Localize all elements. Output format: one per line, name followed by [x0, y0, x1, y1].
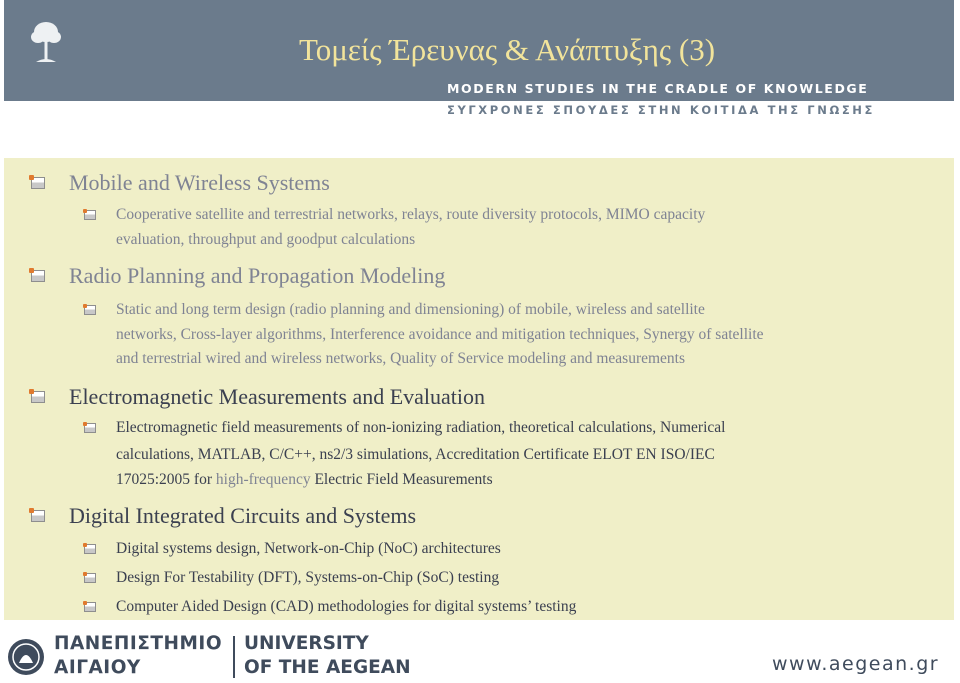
- bullet-icon: [84, 305, 96, 315]
- section-heading-radio-planning: Radio Planning and Propagation Modeling: [69, 263, 446, 288]
- university-name-greek-line2: ΑΙΓΑΙΟΥ: [54, 657, 141, 678]
- item-line: and terrestrial wired and wireless networks, Quality of Service modeling and measurements: [116, 350, 686, 367]
- highlighted-text: high-frequency: [215, 471, 311, 488]
- slide-title: Τομείς Έρευνας & Ανάπτυξης (3): [298, 32, 716, 67]
- bullet-icon: [31, 177, 45, 189]
- bullet-icon: [31, 270, 45, 282]
- section-heading-mobile-wireless: Mobile and Wireless Systems: [69, 170, 330, 195]
- item-line: evaluation, throughput and goodput calculations: [116, 231, 416, 248]
- bullet-icon: [31, 391, 45, 403]
- item-line: [116, 468, 493, 493]
- item-text: Electric Field Measurements: [310, 471, 493, 488]
- motto-greek: ΣΥΓΧΡΟΝΕΣ ΣΠΟΥΔΕΣ ΣΤΗΝ ΚΟΙΤΙΔΑ ΤΗΣ ΓΝΩΣΗΣ: [447, 103, 875, 117]
- bullet-icon: [84, 544, 96, 554]
- motto-english: MODERN STUDIES IN THE CRADLE OF KNOWLEDGE: [447, 81, 869, 96]
- item-line: Static and long term design (radio planning and dimensioning) of mobile, wireless and satellite: [116, 301, 705, 318]
- item-line: Electromagnetic field measurements of non-ionizing radiation, theoretical calculations, Numerical: [116, 419, 726, 436]
- university-name-english: [244, 632, 411, 680]
- item-line: Cooperative satellite and terrestrial networks, relays, route diversity protocols, MIMO capacity: [116, 206, 706, 223]
- university-name-english-line2: OF THE AEGEAN: [244, 657, 411, 678]
- bullet-icon: [84, 602, 96, 612]
- bullet-icon: [31, 510, 45, 522]
- section-heading-digital-circuits: Digital Integrated Circuits and Systems: [69, 503, 417, 528]
- university-name-greek: [54, 632, 222, 680]
- bullet-icon: [84, 573, 96, 583]
- university-name-english-line1: UNIVERSITY: [244, 633, 369, 654]
- university-seal-icon: [6, 637, 46, 677]
- bullet-icon: [84, 210, 96, 220]
- item-line: networks, Cross-layer algorithms, Interference avoidance and mitigation techniques, Synergy of satellite: [116, 326, 764, 343]
- item-line: calculations, MATLAB, C/C++, ns2/3 simulations, Accreditation Certificate ELOT EN ISO/IEC: [116, 446, 715, 463]
- footer-divider: [233, 636, 235, 678]
- university-name-greek-line1: ΠΑΝΕΠΙΣΤΗΜΙΟ: [54, 633, 223, 654]
- item-line: Design For Testability (DFT), Systems-on-Chip (SoC) testing: [116, 569, 500, 586]
- website-link[interactable]: www.aegean.gr: [772, 653, 940, 675]
- bullet-icon: [84, 423, 96, 433]
- section-heading-electromagnetic: Electromagnetic Measurements and Evaluation: [69, 384, 486, 409]
- item-line: Digital systems design, Network-on-Chip (NoC) architectures: [116, 540, 501, 557]
- item-line: Computer Aided Design (CAD) methodologies for digital systems’ testing: [116, 598, 577, 615]
- item-text: 17025:2005 for: [116, 471, 216, 488]
